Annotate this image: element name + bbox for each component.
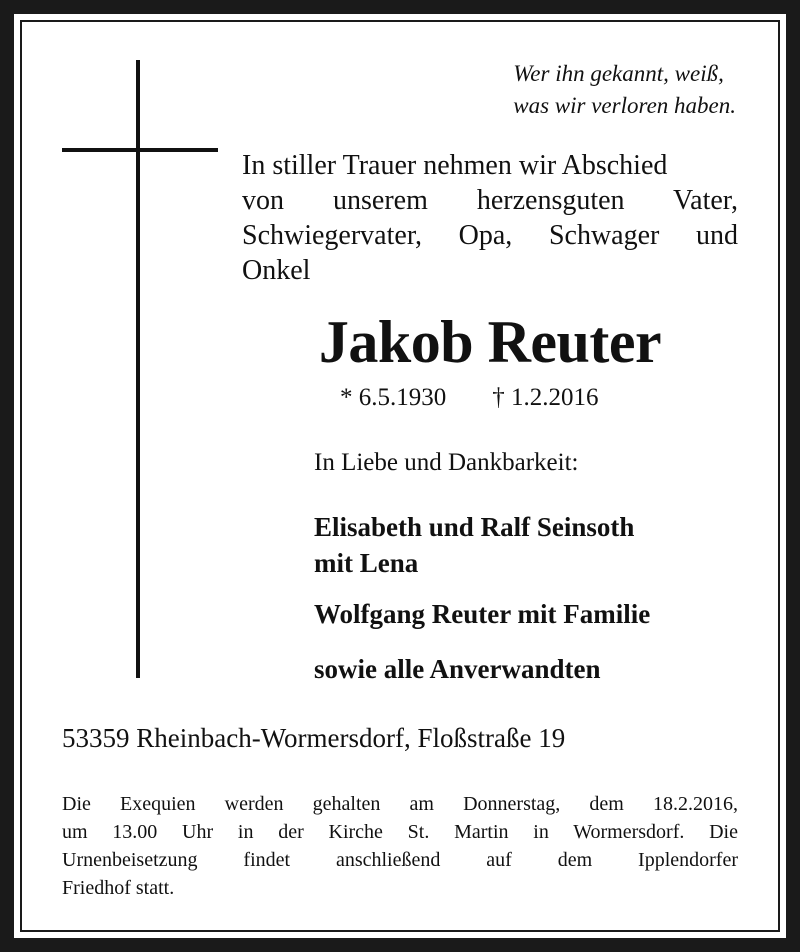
funeral-notice [62, 790, 738, 902]
notice-line: Die Exequien werden gehalten am Donnerstag, dem 18.2.2016, [62, 793, 738, 815]
birth-date: * 6.5.1930 [340, 384, 447, 411]
death-date: † 1.2.2016 [492, 384, 599, 411]
notice-line: Friedhof statt. [62, 877, 175, 899]
intro-line: von unserem herzensguten Vater, [242, 185, 738, 216]
mourners-intro: In Liebe und Dankbarkeit: [314, 449, 579, 476]
intro-text [242, 148, 738, 288]
memorial-quote [513, 58, 736, 122]
intro-line: Onkel [242, 255, 311, 286]
mourners-group [314, 509, 634, 581]
mourner-line: Wolfgang Reuter mit Familie [314, 599, 651, 629]
intro-line: In stiller Trauer nehmen wir Abschied [242, 150, 668, 181]
mourner-line: mit Lena [314, 548, 419, 578]
quote-line: Wer ihn gekannt, weiß, [513, 61, 724, 86]
deceased-name: Jakob Reuter [318, 309, 662, 375]
life-dates [340, 382, 599, 414]
address: 53359 Rheinbach-Wormersdorf, Floßstraße 19 [62, 723, 566, 753]
quote-line: was wir verloren haben. [513, 93, 736, 118]
cross-icon-horizontal-bar [62, 148, 218, 152]
mourner-line: Elisabeth und Ralf Seinsoth [314, 512, 635, 542]
notice-line: um 13.00 Uhr in der Kirche St. Martin in Wormersdorf. Die [62, 821, 738, 843]
cross-icon-vertical-bar [136, 60, 140, 678]
intro-line: Schwiegervater, Opa, Schwager und [242, 220, 738, 251]
mourner-line: sowie alle Anverwandten [314, 654, 601, 684]
notice-line: Urnenbeisetzung findet anschließend auf dem Ipplendorfer [62, 849, 738, 871]
